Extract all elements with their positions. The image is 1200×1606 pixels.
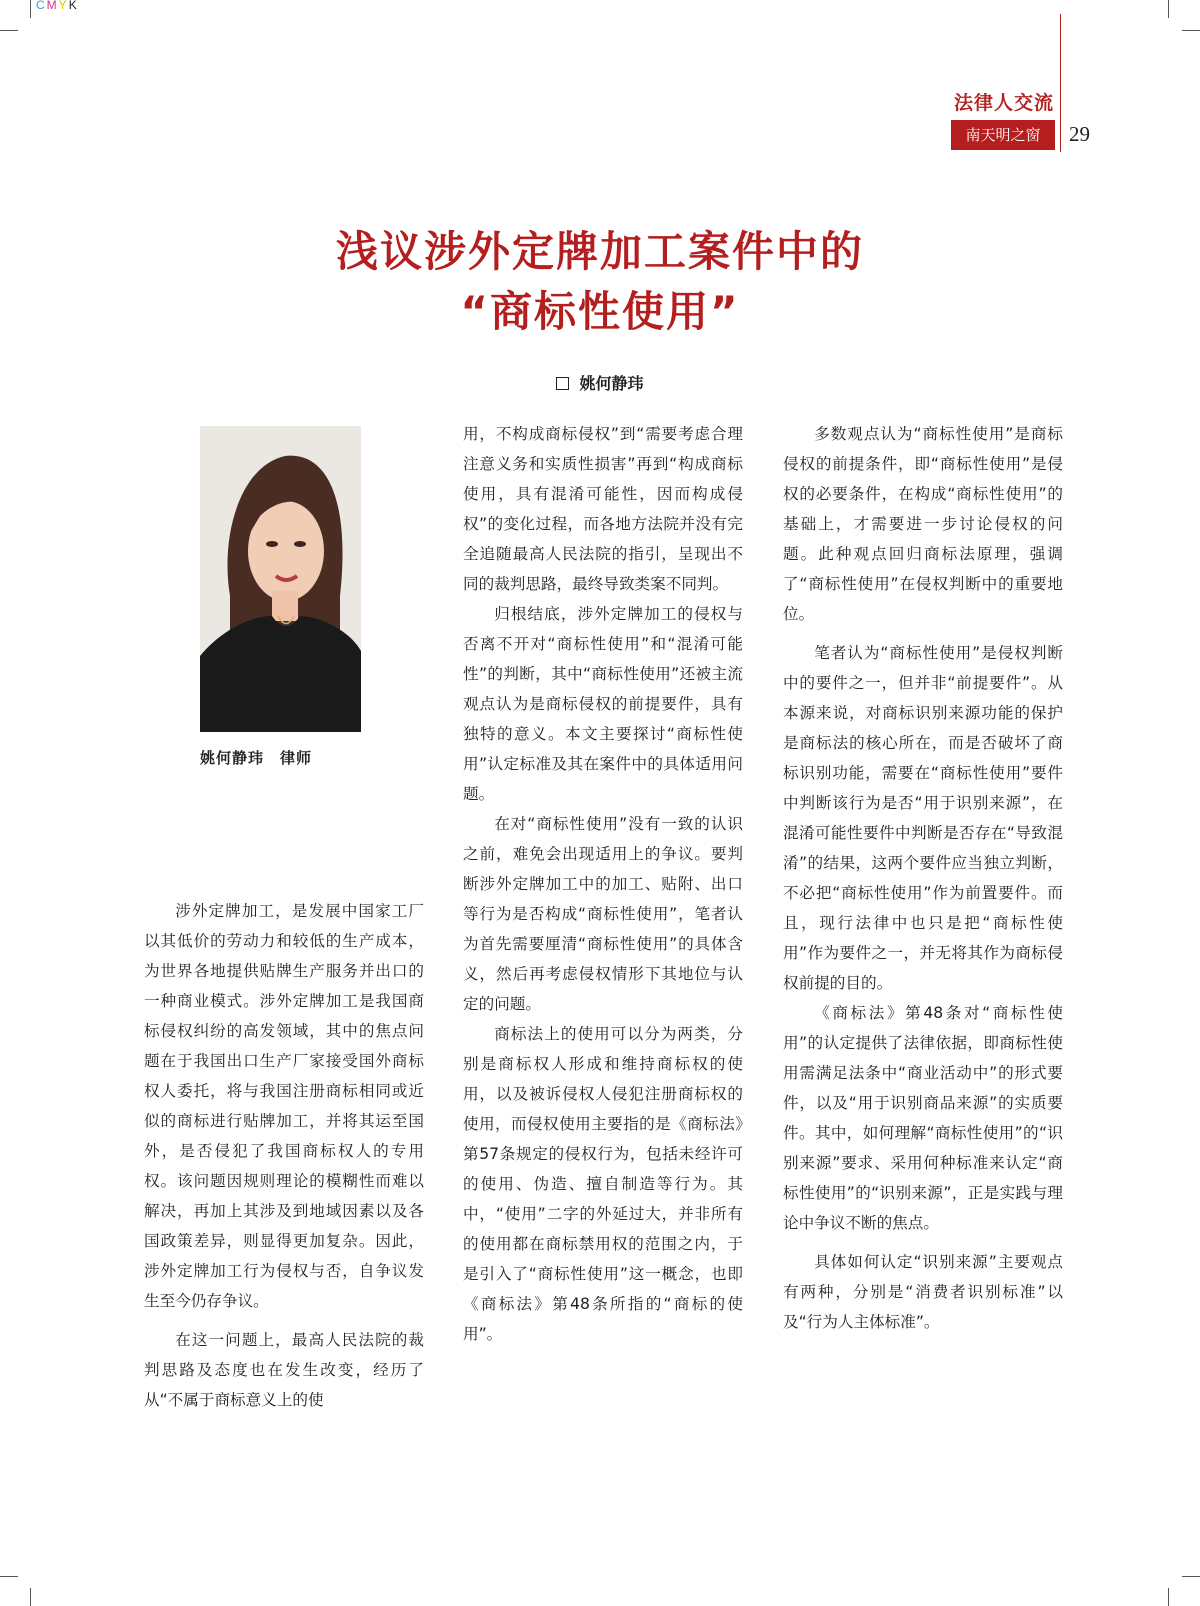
paragraph: 涉外定牌加工，是发展中国家工厂以其低价的劳动力和较低的生产成本，为世界各地提供贴牌生产服务并出口的一种商业模式。涉外定牌加工是我国商标侵权纠纷的高发领域，其中的焦点问题在于我国出口生产厂家接受国外商标权人委托，将与我国注册商标相同或近似的商标进行贴牌加工，并将其运至国外，是否侵犯了我国商标权人的专用权。该问题因规则理论的模糊性而难以解决，再加上其涉及到地域因素以及各国政策差异，则显得更加复杂。因此，涉外定牌加工行为侵权与否，自争议发生至今仍存争议。	[144, 902, 424, 1310]
cmyk-y: Y	[58, 0, 69, 12]
article-title-line-1: 浅议涉外定牌加工案件中的	[335, 227, 864, 276]
byline	[0, 371, 1200, 394]
cmyk-c: C	[36, 0, 47, 12]
cmyk-m: M	[46, 0, 59, 12]
author-portrait-illustration	[200, 426, 361, 732]
crop-mark	[1182, 1576, 1200, 1577]
author-name: 姚何静玮	[579, 374, 644, 393]
crop-mark	[0, 30, 18, 31]
crop-mark	[1182, 30, 1200, 31]
paragraph: 多数观点认为“商标性使用”是商标侵权的前提条件，即“商标性使用”是侵权的必要条件，在构成“商标性使用”的基础上，才需要进一步讨论侵权的问题。此种观点回归商标法原理，强调了“商标性使用”在侵权判断中的重要地位。	[783, 425, 1063, 623]
paragraph: 商标法上的使用可以分为两类，分别是商标权人形成和维持商标权的使用，以及被诉侵权人侵犯注册商标权的使用，而侵权使用主要指的是《商标法》第57条规定的侵权行为，包括未经许可的使用、伪造、擅自制造等行为。其中，“使用”二字的外延过大，并非所有的使用都在商标禁用权的范围之内，于是引入了“商标性使用”这一概念，也即《商标法》第48条所指的“商标的使用”。	[463, 1025, 743, 1343]
column-middle	[463, 419, 743, 1349]
cmyk-registration-mark	[36, 0, 79, 12]
paragraph: 具体如何认定“识别来源”主要观点有两种，分别是“消费者识别标准”以及“行为人主体标准”。	[783, 1253, 1063, 1331]
paragraph: 归根结底，涉外定牌加工的侵权与否离不开对“商标性使用”和“混淆可能性”的判断，其中“商标性使用”还被主流观点认为是商标侵权的前提要件，具有独特的意义。本文主要探讨“商标性使用”认定标准及其在案件中的具体适用问题。	[463, 605, 743, 803]
crop-mark	[30, 0, 31, 18]
paragraph: 用，不构成商标侵权”到“需要考虑合理注意义务和实质性损害”再到“构成商标使用，具有混淆可能性，因而构成侵权”的变化过程，而各地方法院并没有完全追随最高人民法院的指引，呈现出不同的裁判思路，最终导致类案不同判。	[463, 425, 743, 593]
paragraph: 在对“商标性使用”没有一致的认识之前，难免会出现适用上的争议。要判断涉外定牌加工中的加工、贴附、出口等行为是否构成“商标性使用”，笔者认为首先需要厘清“商标性使用”的具体含义，然后再考虑侵权情形下其地位与认定的问题。	[463, 815, 743, 1013]
crop-mark	[0, 1576, 18, 1577]
byline-box-icon	[556, 377, 569, 390]
paragraph: 笔者认为“商标性使用”是侵权判断中的要件之一，但并非“前提要件”。从本源来说，对商标识别来源功能的保护是商标法的核心所在，而是否破坏了商标识别功能，需要在“商标性使用”要件中判断该行为是否“用于识别来源”，在混淆可能性要件中判断是否存在“导致混淆”的结果，这两个要件应当独立判断，不必把“商标性使用”作为前置要件。而且，现行法律中也只是把“商标性使用”作为要件之一，并无将其作为商标侵权前提的目的。	[783, 644, 1063, 992]
article-title-line-2: “商标性使用”	[460, 287, 740, 336]
column-left	[144, 896, 424, 1415]
column-right	[783, 419, 1063, 1337]
crop-mark	[1168, 1588, 1169, 1606]
section-title: 法律人交流	[953, 92, 1054, 114]
crop-mark	[1168, 0, 1169, 18]
paragraph: 在这一问题上，最高人民法院的裁判思路及态度也在发生改变，经历了从“不属于商标意义上的使	[144, 1331, 424, 1409]
paragraph: 《商标法》第48条对“商标性使用”的认定提供了法律依据，即商标性使用需满足法条中“商业活动中”的形式要件，以及“用于识别商品来源”的实质要件。其中，如何理解“商标性使用”的“识别来源”要求、采用何种标准来认定“商标性使用”的“识别来源”，正是实践与理论中争议不断的焦点。	[783, 1004, 1063, 1232]
photo-caption: 姚何静玮 律师	[200, 749, 313, 767]
header-divider	[1060, 14, 1061, 152]
author-photo	[200, 426, 361, 732]
cmyk-k: K	[68, 0, 79, 12]
crop-mark	[30, 1588, 31, 1606]
column-label: 南天明之窗	[951, 120, 1055, 150]
page-number: 29	[1069, 122, 1090, 146]
